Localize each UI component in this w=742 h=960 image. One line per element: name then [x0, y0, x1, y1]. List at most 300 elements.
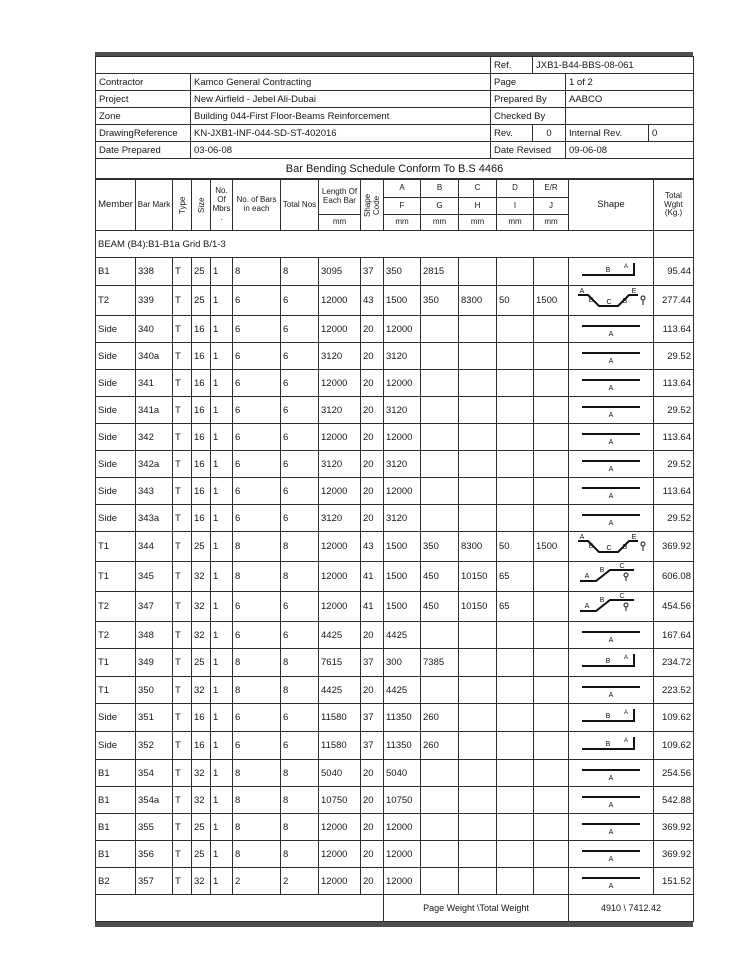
type-cell: T	[173, 478, 192, 505]
svg-text:A: A	[608, 384, 614, 392]
type-cell: T	[173, 286, 192, 316]
size-cell: 32	[192, 787, 211, 814]
document-title: Bar Bending Schedule Conform To B.S 4466	[96, 159, 694, 179]
shape-step-bar-diagram	[574, 592, 648, 618]
col-header-shape-code-label: Shape Code	[363, 193, 381, 217]
bars-each-cell: 2	[233, 868, 281, 895]
svg-text:A: A	[608, 828, 614, 836]
shape-code-cell: 20	[361, 677, 384, 704]
dim-er-cell	[534, 868, 569, 895]
table-row	[96, 258, 694, 286]
svg-text:B: B	[622, 298, 628, 305]
size-cell: 25	[192, 532, 211, 562]
date-prepared-label: Date Prepared	[96, 142, 191, 159]
member-cell: B1	[96, 841, 136, 868]
dim-c-cell	[459, 841, 497, 868]
shape-code-cell: 20	[361, 868, 384, 895]
length-cell: 4425	[319, 622, 361, 649]
col-header-dim-d: D	[497, 180, 534, 198]
length-cell: 3120	[319, 451, 361, 478]
size-cell: 16	[192, 451, 211, 478]
length-cell: 12000	[319, 478, 361, 505]
type-cell: T	[173, 814, 192, 841]
bar-mark-cell: 342a	[136, 451, 173, 478]
dim-er-cell	[534, 592, 569, 622]
dim-er-cell	[534, 814, 569, 841]
footer-spacer	[96, 895, 384, 922]
shape-straight-bar-diagram	[574, 623, 648, 645]
dim-c-cell	[459, 505, 497, 532]
dim-er-cell	[534, 649, 569, 677]
dim-c-cell: 10150	[459, 562, 497, 592]
blank-cell	[96, 57, 491, 74]
weight-cell: 29.52	[654, 397, 694, 424]
col-header-member: Member	[96, 180, 136, 231]
shape-cell	[569, 258, 654, 286]
ref-row	[96, 57, 694, 74]
dim-c-cell	[459, 677, 497, 704]
dim-b-cell: 7385	[421, 649, 459, 677]
project-row	[96, 91, 694, 108]
dim-er-cell: 1500	[534, 532, 569, 562]
table-row	[96, 787, 694, 814]
bar-mark-cell: 339	[136, 286, 173, 316]
section-blank-cell	[654, 231, 694, 258]
dim-b-cell	[421, 397, 459, 424]
shape-cell	[569, 424, 654, 451]
dim-er-cell	[534, 562, 569, 592]
table-row	[96, 649, 694, 677]
dim-c-cell	[459, 760, 497, 787]
shape-cell	[569, 592, 654, 622]
dim-a-cell: 3120	[384, 343, 421, 370]
bars-each-cell: 6	[233, 704, 281, 732]
dim-d-cell	[497, 478, 534, 505]
weight-cell: 109.62	[654, 704, 694, 732]
total-nos-cell: 6	[281, 316, 319, 343]
total-nos-cell: 6	[281, 592, 319, 622]
size-cell: 16	[192, 397, 211, 424]
table-row	[96, 451, 694, 478]
length-cell: 12000	[319, 562, 361, 592]
mbrs-cell: 1	[211, 622, 233, 649]
bars-each-cell: 8	[233, 532, 281, 562]
shape-code-cell: 20	[361, 622, 384, 649]
total-nos-cell: 6	[281, 451, 319, 478]
total-nos-cell: 8	[281, 649, 319, 677]
bar-mark-cell: 341	[136, 370, 173, 397]
dim-c-cell	[459, 397, 497, 424]
shape-straight-bar-diagram	[574, 506, 648, 528]
dim-d-cell	[497, 622, 534, 649]
weight-cell: 113.64	[654, 316, 694, 343]
dim-a-cell: 1500	[384, 592, 421, 622]
schedule-body	[96, 231, 694, 922]
dim-c-cell	[459, 868, 497, 895]
size-cell: 32	[192, 592, 211, 622]
dim-b-cell	[421, 677, 459, 704]
dim-er-cell	[534, 478, 569, 505]
footer-value: 4910 \ 7412.42	[569, 895, 694, 922]
length-cell: 11580	[319, 732, 361, 760]
dim-a-cell: 350	[384, 258, 421, 286]
bar-mark-cell: 338	[136, 258, 173, 286]
bars-each-cell: 6	[233, 732, 281, 760]
dim-d-cell	[497, 787, 534, 814]
dim-a-cell: 12000	[384, 370, 421, 397]
mbrs-cell: 1	[211, 732, 233, 760]
shape-straight-bar-diagram	[574, 398, 648, 420]
dim-c-cell	[459, 622, 497, 649]
length-cell: 10750	[319, 787, 361, 814]
total-nos-cell: 6	[281, 397, 319, 424]
shape-code-cell: 20	[361, 370, 384, 397]
unit-mm-length: mm	[319, 215, 361, 231]
bars-each-cell: 6	[233, 622, 281, 649]
shape-code-cell: 37	[361, 258, 384, 286]
dim-c-cell	[459, 343, 497, 370]
title-row	[96, 159, 694, 179]
mbrs-cell: 1	[211, 760, 233, 787]
dim-b-cell: 260	[421, 732, 459, 760]
bars-each-cell: 8	[233, 677, 281, 704]
contractor-label: Contractor	[96, 74, 191, 91]
col-header-length: Length Of Each Bar	[319, 180, 361, 215]
type-cell: T	[173, 505, 192, 532]
size-cell: 25	[192, 841, 211, 868]
svg-text:B: B	[588, 543, 594, 550]
mbrs-cell: 1	[211, 787, 233, 814]
member-cell: Side	[96, 478, 136, 505]
weight-cell: 109.62	[654, 732, 694, 760]
dim-a-cell: 1500	[384, 532, 421, 562]
size-cell: 32	[192, 868, 211, 895]
shape-cell	[569, 532, 654, 562]
bar-bending-schedule-document	[95, 52, 693, 927]
shape-code-cell: 20	[361, 343, 384, 370]
dim-er-cell	[534, 704, 569, 732]
length-cell: 7615	[319, 649, 361, 677]
unit-mm-er: mm	[534, 215, 569, 231]
size-cell: 32	[192, 622, 211, 649]
svg-text:B: B	[605, 741, 611, 748]
table-row	[96, 841, 694, 868]
length-cell: 3095	[319, 258, 361, 286]
dim-a-cell: 1500	[384, 286, 421, 316]
shape-straight-bar-diagram	[574, 425, 648, 447]
table-row	[96, 622, 694, 649]
svg-text:C: C	[606, 545, 612, 552]
length-cell: 3120	[319, 505, 361, 532]
shape-cell	[569, 841, 654, 868]
member-cell: B1	[96, 760, 136, 787]
svg-text:A: A	[608, 438, 614, 446]
svg-text:A: A	[623, 738, 629, 744]
weight-cell: 542.88	[654, 787, 694, 814]
member-cell: B1	[96, 787, 136, 814]
section-label: BEAM (B4):B1-B1a Grid B/1-3	[96, 231, 654, 258]
weight-cell: 29.52	[654, 505, 694, 532]
dim-c-cell: 10150	[459, 592, 497, 622]
ref-value: JXB1-B44-BBS-08-061	[533, 57, 694, 74]
mbrs-cell: 1	[211, 677, 233, 704]
bar-mark-cell: 340a	[136, 343, 173, 370]
length-cell: 11580	[319, 704, 361, 732]
table-row	[96, 343, 694, 370]
bars-each-cell: 8	[233, 760, 281, 787]
shape-cell	[569, 370, 654, 397]
rev-value: 0	[533, 125, 566, 142]
table-row	[96, 505, 694, 532]
mbrs-cell: 1	[211, 343, 233, 370]
size-cell: 25	[192, 258, 211, 286]
zone-row	[96, 108, 694, 125]
weight-cell: 113.64	[654, 478, 694, 505]
weight-cell: 95.44	[654, 258, 694, 286]
shape-code-cell: 37	[361, 732, 384, 760]
svg-text:B: B	[588, 297, 594, 304]
shape-code-cell: 43	[361, 286, 384, 316]
mbrs-cell: 1	[211, 562, 233, 592]
weight-cell: 369.92	[654, 841, 694, 868]
shape-cell	[569, 814, 654, 841]
col-header-size-label: Size	[196, 197, 206, 213]
dim-er-cell	[534, 343, 569, 370]
bars-each-cell: 6	[233, 397, 281, 424]
dim-a-cell: 1500	[384, 562, 421, 592]
total-nos-cell: 8	[281, 841, 319, 868]
type-cell: T	[173, 841, 192, 868]
type-cell: T	[173, 704, 192, 732]
mbrs-cell: 1	[211, 286, 233, 316]
dim-er-cell: 1500	[534, 286, 569, 316]
member-cell: Side	[96, 505, 136, 532]
dim-d-cell	[497, 704, 534, 732]
col-header-shape-code	[361, 180, 384, 231]
member-cell: Side	[96, 732, 136, 760]
size-cell: 32	[192, 562, 211, 592]
dim-a-cell: 12000	[384, 814, 421, 841]
shape-code-cell: 20	[361, 841, 384, 868]
type-cell: T	[173, 592, 192, 622]
table-row	[96, 478, 694, 505]
length-cell: 12000	[319, 592, 361, 622]
shape-code-cell: 20	[361, 478, 384, 505]
table-row	[96, 760, 694, 787]
type-cell: T	[173, 424, 192, 451]
table-row	[96, 316, 694, 343]
date-revised-value: 09-06-08	[566, 142, 694, 159]
page-label: Page	[491, 74, 566, 91]
col-header-type	[173, 180, 192, 231]
col-header-mbrs: No. Of Mbrs .	[211, 180, 233, 231]
shape-cell	[569, 451, 654, 478]
dim-a-cell: 4425	[384, 622, 421, 649]
total-nos-cell: 8	[281, 760, 319, 787]
total-nos-cell: 8	[281, 814, 319, 841]
ref-label: Ref.	[491, 57, 533, 74]
svg-text:A: A	[579, 534, 585, 541]
bar-mark-cell: 354	[136, 760, 173, 787]
shape-straight-bar-diagram	[574, 678, 648, 700]
total-nos-cell: 6	[281, 505, 319, 532]
svg-text:A: A	[608, 492, 614, 500]
weight-cell: 369.92	[654, 814, 694, 841]
size-cell: 25	[192, 286, 211, 316]
bar-mark-cell: 343	[136, 478, 173, 505]
dim-b-cell	[421, 478, 459, 505]
bars-each-cell: 6	[233, 505, 281, 532]
shape-l-bend-diagram	[574, 704, 648, 728]
dim-b-cell	[421, 760, 459, 787]
shape-code-cell: 20	[361, 787, 384, 814]
shape-straight-bar-diagram	[574, 479, 648, 501]
weight-cell: 29.52	[654, 451, 694, 478]
shape-straight-bar-diagram	[574, 842, 648, 864]
dim-a-cell: 4425	[384, 677, 421, 704]
member-cell: Side	[96, 343, 136, 370]
total-nos-cell: 6	[281, 424, 319, 451]
svg-text:A: A	[608, 882, 614, 890]
dim-c-cell	[459, 787, 497, 814]
table-row	[96, 370, 694, 397]
svg-text:A: A	[608, 855, 614, 863]
type-cell: T	[173, 787, 192, 814]
length-cell: 3120	[319, 397, 361, 424]
shape-code-cell: 41	[361, 562, 384, 592]
type-cell: T	[173, 343, 192, 370]
drawing-ref-value: KN-JXB1-INF-044-SD-ST-402016	[191, 125, 491, 142]
col-header-dim-h: H	[459, 198, 497, 215]
size-cell: 16	[192, 478, 211, 505]
contractor-value: Kamco General Contracting	[191, 74, 491, 91]
svg-text:A: A	[623, 655, 629, 661]
bars-each-cell: 8	[233, 562, 281, 592]
dim-b-cell	[421, 370, 459, 397]
shape-cell	[569, 562, 654, 592]
total-nos-cell: 6	[281, 370, 319, 397]
shape-l-bend-diagram	[574, 649, 648, 673]
svg-text:A: A	[579, 288, 585, 295]
dim-b-cell	[421, 451, 459, 478]
dim-a-cell: 300	[384, 649, 421, 677]
svg-text:A: A	[608, 774, 614, 782]
dim-er-cell	[534, 732, 569, 760]
type-cell: T	[173, 370, 192, 397]
dim-a-cell: 3120	[384, 397, 421, 424]
col-header-dim-f: F	[384, 198, 421, 215]
shape-straight-bar-diagram	[574, 452, 648, 474]
dim-c-cell	[459, 478, 497, 505]
weight-cell: 606.08	[654, 562, 694, 592]
dim-b-cell	[421, 787, 459, 814]
mbrs-cell: 1	[211, 841, 233, 868]
dim-d-cell	[497, 316, 534, 343]
dim-a-cell: 3120	[384, 451, 421, 478]
length-cell: 5040	[319, 760, 361, 787]
dim-b-cell	[421, 814, 459, 841]
member-cell: Side	[96, 704, 136, 732]
size-cell: 25	[192, 814, 211, 841]
bar-mark-cell: 357	[136, 868, 173, 895]
dim-d-cell	[497, 868, 534, 895]
type-cell: T	[173, 868, 192, 895]
mbrs-cell: 1	[211, 258, 233, 286]
drawing-ref-row	[96, 125, 694, 142]
drawing-ref-label: DrawingReference	[96, 125, 191, 142]
shape-code-cell: 20	[361, 451, 384, 478]
dim-c-cell	[459, 732, 497, 760]
total-nos-cell: 8	[281, 532, 319, 562]
dim-d-cell	[497, 397, 534, 424]
weight-cell: 151.52	[654, 868, 694, 895]
dim-b-cell: 350	[421, 286, 459, 316]
type-cell: T	[173, 258, 192, 286]
col-header-bars-each: No. of Bars in each	[233, 180, 281, 231]
table-row	[96, 562, 694, 592]
dim-a-cell: 12000	[384, 424, 421, 451]
bars-each-cell: 8	[233, 841, 281, 868]
total-nos-cell: 8	[281, 787, 319, 814]
col-header-dim-b: B	[421, 180, 459, 198]
shape-straight-bar-diagram	[574, 317, 648, 339]
member-cell: T2	[96, 286, 136, 316]
dim-d-cell	[497, 343, 534, 370]
dim-b-cell	[421, 622, 459, 649]
project-value: New Airfield - Jebel Ali-Dubai	[191, 91, 491, 108]
page-value: 1 of 2	[566, 74, 694, 91]
table-row	[96, 677, 694, 704]
member-cell: B2	[96, 868, 136, 895]
dim-c-cell: 8300	[459, 286, 497, 316]
dim-d-cell	[497, 424, 534, 451]
dim-a-cell: 12000	[384, 478, 421, 505]
dim-er-cell	[534, 424, 569, 451]
svg-text:B: B	[599, 567, 605, 574]
zone-label: Zone	[96, 108, 191, 125]
size-cell: 16	[192, 424, 211, 451]
table-row	[96, 286, 694, 316]
total-nos-cell: 8	[281, 562, 319, 592]
col-header-size	[192, 180, 211, 231]
dim-a-cell: 10750	[384, 787, 421, 814]
bar-mark-cell: 356	[136, 841, 173, 868]
dim-d-cell	[497, 370, 534, 397]
weight-cell: 234.72	[654, 649, 694, 677]
col-header-dim-g: G	[421, 198, 459, 215]
bar-mark-cell: 344	[136, 532, 173, 562]
dim-b-cell	[421, 505, 459, 532]
member-cell: Side	[96, 424, 136, 451]
shape-code-cell: 20	[361, 424, 384, 451]
shape-cell	[569, 760, 654, 787]
length-cell: 12000	[319, 532, 361, 562]
type-cell: T	[173, 760, 192, 787]
svg-text:C: C	[619, 563, 625, 570]
checked-by-value	[566, 108, 694, 125]
bar-mark-cell: 345	[136, 562, 173, 592]
table-row	[96, 532, 694, 562]
dim-d-cell: 50	[497, 532, 534, 562]
table-row	[96, 814, 694, 841]
shape-cell	[569, 478, 654, 505]
col-header-dim-j: J	[534, 198, 569, 215]
bars-each-cell: 8	[233, 814, 281, 841]
table-row	[96, 424, 694, 451]
prepared-by-value: AABCO	[566, 91, 694, 108]
unit-mm-a: mm	[384, 215, 421, 231]
shape-straight-bar-diagram	[574, 815, 648, 837]
